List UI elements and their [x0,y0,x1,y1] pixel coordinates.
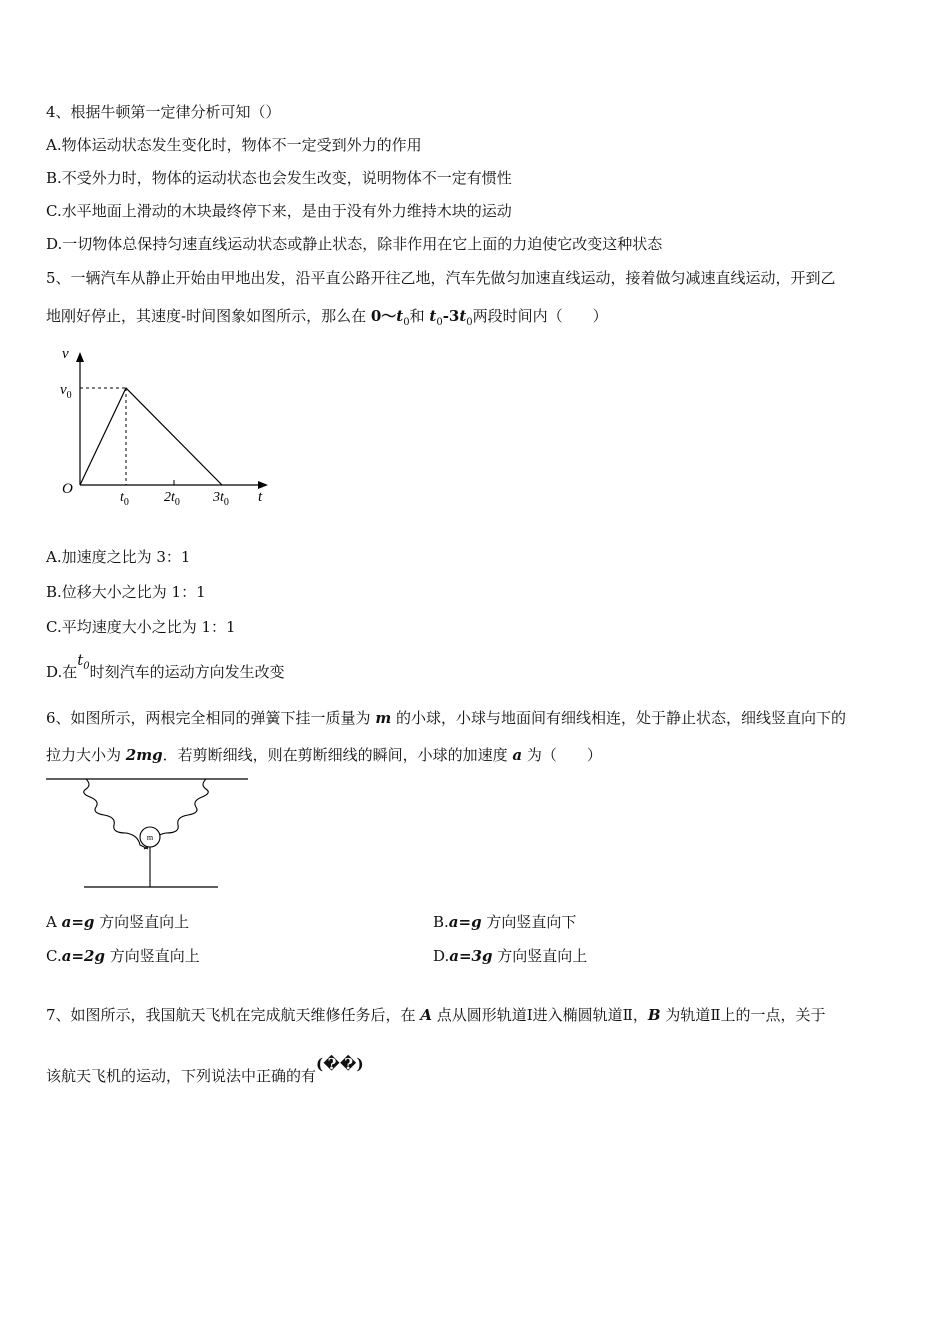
q5-range-start: 0～ [370,307,397,325]
q5-d-prefix: D.在 [46,663,78,681]
q4-option-d: D.一切物体总保持匀速直线运动状态或静止状态，除非作用在它上面的力迫使它改变这种状态 [46,235,663,253]
q5-stem-text: 地刚好停止，其速度-时间图象如图所示，那么在 [46,307,371,325]
q5-d-t0: $t_0$ [77,651,90,672]
tick-2t0: $2t_0$ [164,490,180,508]
x-axis-label: t [258,489,263,505]
q6-mass: m [375,709,392,727]
q5-stem-line2 [46,306,608,333]
q5-stem-end: 两段时间内（ ） [472,307,608,325]
q5-and: 和 [409,307,430,325]
tick-t0: $t_0$ [120,490,129,508]
tick-3t0: $3t_0$ [213,490,229,508]
q6-force: 2mg [125,746,163,764]
q4-option-c: C.水平地面上滑动的木块最终停下来，是由于没有外力维持木块的运动 [46,202,512,220]
q6-option-a: A a=g 方向竖直向上 [46,913,190,931]
q5-stem-line1: 5、一辆汽车从静止开始由甲地出发，沿平直公路开往乙地，汽车先做匀加速直线运动，接着做匀减速直线运动，开到乙 [46,269,836,287]
q5-t0: t [459,307,467,325]
q6-option-b: B.a=g 方向竖直向下 [433,913,577,931]
vt-graph [50,340,280,515]
v0-label: $v_0$ [60,382,72,401]
q7-point-b: B [647,1006,661,1024]
q5-option-d [46,651,285,689]
q4-option-b: B.不受外力时，物体的运动状态也会发生改变，说明物体不一定有惯性 [46,169,512,187]
q4-option-a: A.物体运动状态发生变化时，物体不一定受到外力的作用 [46,136,422,154]
q6-option-c: C.a=2g 方向竖直向上 [46,947,200,965]
q6-stem-line1: 6、如图所示，两根完全相同的弹簧下挂一质量为 m 的小球，小球与地面间有细线相连，处于静止状态，细线竖直向下的 [46,709,846,727]
q7-stem-line2: 该航天飞机的运动，下列说法中正确的有(��) [46,1055,364,1085]
ball-label: m [146,833,154,842]
q4-stem: 4、根据牛顿第一定律分析可知（） [46,103,281,121]
q5-option-c: C.平均速度大小之比为 1：1 [46,618,236,636]
q7-point-a: A [420,1006,432,1024]
q6-option-d: D.a=3g 方向竖直向上 [433,947,588,965]
q6-stem-line2: 拉力大小为 2mg．若剪断细线，则在剪断细线的瞬间，小球的加速度 a 为（ ） [46,746,602,764]
q5-d-suffix: 时刻汽车的运动方向发生改变 [89,663,285,681]
q7-stem-line1: 7、如图所示，我国航天飞机在完成航天维修任务后，在 A 点从圆形轨道Ⅰ进入椭圆轨道Ⅱ，B 为轨道Ⅱ上的一点，关于 [46,1006,826,1024]
q5-option-b: B.位移大小之比为 1：1 [46,583,206,601]
q5-dash-3: -3 [442,307,460,325]
q5-option-a: A.加速度之比为 3：1 [46,548,191,566]
q5-t0-sub: 0 [436,317,443,328]
origin-label: O [62,481,73,497]
y-axis-label: v [62,346,69,362]
q6-accel: a [512,746,523,764]
q5-t0-sub: 0 [466,317,473,328]
q7-garbled-paren: (��) [316,1055,364,1073]
spring-ball-figure [46,773,251,893]
q5-t0: t [396,307,404,325]
q5-t0-sub: 0 [403,317,410,328]
q5-t0: t [429,307,437,325]
